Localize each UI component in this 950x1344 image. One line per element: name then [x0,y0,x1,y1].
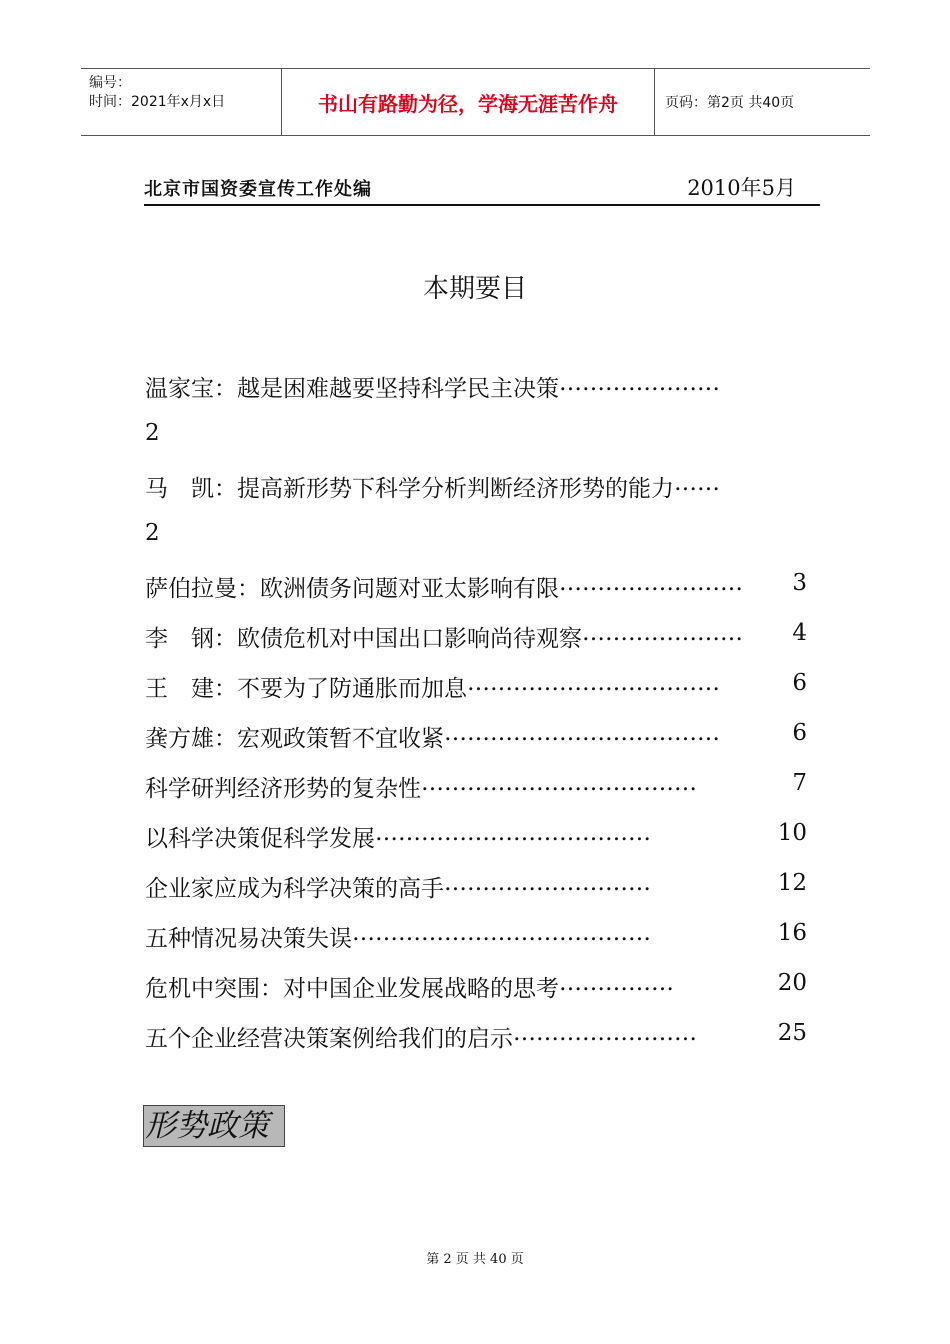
toc-entry[interactable] [145,470,807,502]
header-motto-cell [282,69,655,135]
toc-entry[interactable] [145,720,807,752]
toc-entry-title: 五个企业经营决策案例给我们的启示 [145,1026,513,1052]
toc-entry-leader: …………… [559,970,674,996]
toc-entry-title: 王 建：不要为了防通胀而加息 [145,676,467,702]
number-label: 编号： [89,75,131,91]
publisher-line [144,170,820,206]
header-table [81,68,870,136]
toc-entry[interactable] [145,970,807,1002]
toc-entry-title: 温家宝：越是困难越要坚持科学民主决策 [145,376,559,402]
toc-entry-leader: ……………………………… [421,770,697,796]
page-code: 页码：第2页 共40页 [665,95,795,111]
toc-entry-page: 16 [777,920,807,946]
toc-entry[interactable] [145,820,807,852]
toc-entry-title: 危机中突围：对中国企业发展战略的思考 [145,976,559,1002]
toc-entry-page: 20 [777,970,807,996]
toc-entry[interactable] [145,920,807,952]
toc-entry-leader: ……………………………… [375,820,651,846]
toc-entry[interactable] [145,670,807,702]
toc-entry-page: 12 [777,870,807,896]
toc-entry-title: 企业家应成为科学决策的高手 [145,876,444,902]
header-page-cell [655,69,870,135]
page-title: 本期要目 [422,274,527,304]
toc-entry-leader: ………………… [559,370,720,396]
toc-entry-page: 7 [792,770,807,796]
toc-entry[interactable] [145,520,807,552]
toc-entry-title: 2 [145,520,160,546]
toc-entry-leader: ……………………… [444,870,651,896]
toc-entry-title: 龚方雄：宏观政策暂不宜收紧 [145,726,444,752]
page-footer: 第 2 页 共 40 页 [426,1252,524,1267]
toc-entry-page: 6 [792,670,807,696]
toc-entry[interactable] [145,570,807,602]
toc-entry-page: 6 [792,720,807,746]
publisher-org: 北京市国资委宣传工作处编 [144,179,372,200]
motto-text: 书山有路勤为径，学海无涯苦作舟 [318,91,618,116]
publisher-date: 2010年5月 [687,176,796,200]
toc-entry-title: 萨伯拉曼：欧洲债务问题对亚太影响有限 [145,576,559,602]
toc-entry-title: 五种情况易决策失误 [145,926,352,952]
toc-entry-title: 2 [145,420,160,446]
toc-entry[interactable] [145,770,807,802]
toc-entry-title: 以科学决策促科学发展 [145,826,375,852]
section-heading: 形势政策 [143,1105,285,1147]
toc-entry-page: 3 [792,570,807,596]
toc-entry-page: 25 [777,1020,807,1046]
toc-entry-leader: …………………… [559,570,743,596]
toc-entry-leader: …………………… [513,1020,697,1046]
toc-entry-page: 4 [792,620,807,646]
toc-entry-title: 李 钢：欧债危机对中国出口影响尚待观察 [145,626,582,652]
toc-entry-title: 马 凯：提高新形势下科学分析判断经济形势的能力 [145,476,674,502]
header-meta-cell [81,69,282,135]
toc-entry-leader: …………………………… [467,670,720,696]
toc-entry-leader: ………………… [582,620,743,646]
toc-entry[interactable] [145,870,807,902]
toc-entry-leader: …… [674,470,720,496]
toc-entry[interactable] [145,420,807,452]
toc-entry[interactable] [145,620,807,652]
toc-entry-leader: ……………………………… [444,720,720,746]
time-label: 时间：2021年x月x日 [89,94,226,110]
toc-entry[interactable] [145,1020,807,1052]
toc-entry[interactable] [145,370,807,402]
toc-entry-leader: ………………………………… [352,920,651,946]
toc-entry-page: 10 [777,820,807,846]
toc-entry-title: 科学研判经济形势的复杂性 [145,776,421,802]
